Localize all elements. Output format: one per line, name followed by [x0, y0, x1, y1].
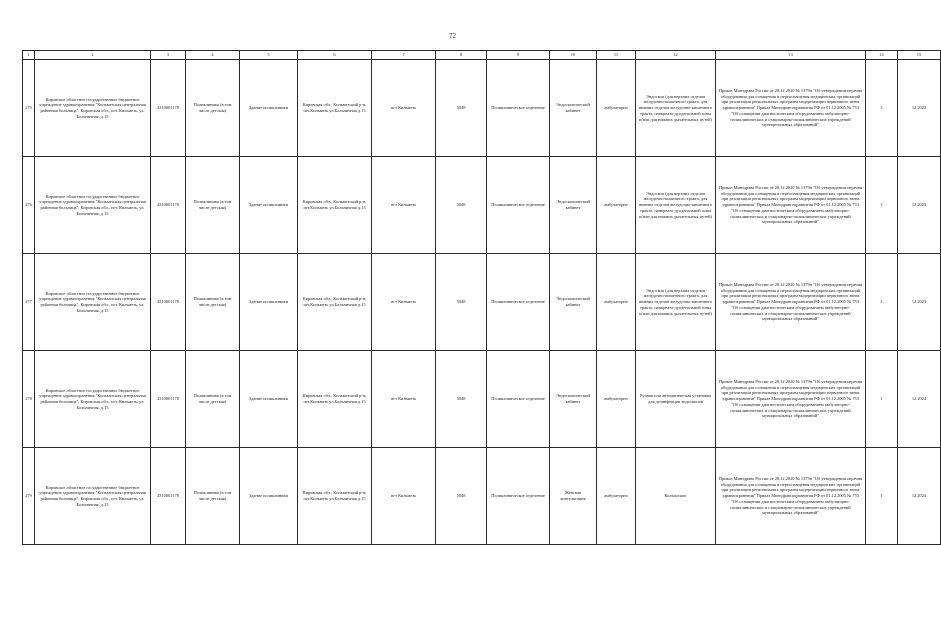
column-number-6: 6 — [298, 51, 372, 60]
column-number-13: 13 — [716, 51, 866, 60]
equipment-name: Ручная или автоматическая установка для дезинфекции эндоскопов — [636, 351, 716, 448]
column-number-2: 2 — [35, 51, 151, 60]
column-number-5: 5 — [240, 51, 298, 60]
department: Поликлиническое отделение — [487, 254, 550, 351]
building-name: Здание поликлиники — [240, 60, 298, 157]
legal-basis: Приказ Минздрава России от 28.12.2020 № 1379н "Об утверждении перечня оборудования для оснащения и переоснащения медицинских организаций при реализации региональных программ модернизации первичного звена здравоохранения" Приказ Минздравсоцразвития РФ от 01.12.2005 № 753 "Об оснащении диагностическим оборудованием амбулаторно-поликлинических и стационарно-поликлинических учреждений муниципальных образований" — [716, 157, 866, 254]
care-type: амбулаторно — [597, 351, 636, 448]
care-type: амбулаторно — [597, 448, 636, 545]
table-header — [23, 51, 941, 60]
settlement: пгт Кильмезь — [372, 60, 436, 157]
settlement: пгт Кильмезь — [372, 351, 436, 448]
unit-name: Поликлиника (в том числе детская) — [186, 351, 240, 448]
settlement-code: 5048 — [436, 448, 487, 545]
column-number-12: 12 — [636, 51, 716, 60]
organization-name: Кировское областное государственное бюджетное учреждение здравоохранения "Кильмезская центральная районная больница", Кировская обл., пгт. Кильмезь, ул. Больничная, д.15 — [35, 60, 151, 157]
header-row — [23, 51, 941, 60]
inn-code: 4310001178 — [151, 254, 186, 351]
column-number-8: 8 — [436, 51, 487, 60]
table-row — [23, 60, 941, 157]
table-row — [23, 254, 941, 351]
row-number: 278 — [23, 351, 35, 448]
inn-code: 4310001178 — [151, 60, 186, 157]
quantity: 1 — [866, 254, 898, 351]
organization-name: Кировское областное государственное бюджетное учреждение здравоохранения "Кильмезская центральная районная больница", Кировская обл., пгт. Кильмезь, ул. Больничная, д.15 — [35, 351, 151, 448]
quantity: 1 — [866, 157, 898, 254]
organization-name: Кировское областное государственное бюджетное учреждение здравоохранения "Кильмезская центральная районная больница", Кировская обл., пгт. Кильмезь, ул. Больничная, д.15 — [35, 448, 151, 545]
care-type: амбулаторно — [597, 254, 636, 351]
address: Кировская обл., Кильмезский р-н, пгт.Кильмезь ул.Больничная д.15 — [298, 351, 372, 448]
column-number-14: 14 — [866, 51, 898, 60]
cabinet: Эндоскопический кабинет — [550, 157, 597, 254]
row-number: 277 — [23, 254, 35, 351]
row-number: 276 — [23, 157, 35, 254]
unit-name: Поликлиника (в том числе детская) — [186, 448, 240, 545]
legal-basis: Приказ Минздрава России от 28.12.2020 № 1379н "Об утверждении перечня оборудования для оснащения и переоснащения медицинских организаций при реализации региональных программ модернизации первичного звена здравоохранения" Приказ Минздравсоцразвития РФ от 01.12.2005 № 753 "Об оснащении диагностическим оборудованием амбулаторно-поликлинических и стационарно-поликлинических учреждений муниципальных образований" — [716, 254, 866, 351]
address: Кировская обл., Кильмезский р-н, пгт.Кильмезь ул.Больничная д.15 — [298, 60, 372, 157]
column-number-10: 10 — [550, 51, 597, 60]
address: Кировская обл., Кильмезский р-н, пгт.Кильмезь ул.Больничная д.15 — [298, 254, 372, 351]
due-date: 12.2023 — [898, 254, 941, 351]
inn-code: 4310001178 — [151, 157, 186, 254]
column-number-9: 9 — [487, 51, 550, 60]
building-name: Здание поликлиники — [240, 254, 298, 351]
settlement: пгт Кильмезь — [372, 254, 436, 351]
due-date: 12.2024 — [898, 448, 941, 545]
cabinet: Эндоскопический кабинет — [550, 254, 597, 351]
equipment-name: Эндоскоп (для верхних отделов желудочно-кишечного тракта, для нижних отделов желудочно-кишечного тракта, панкреато-дуоденальной зоны и/или для нижних дыхательных путей) — [636, 157, 716, 254]
building-name: Здание поликлиники — [240, 448, 298, 545]
department: Поликлиническое отделение — [487, 60, 550, 157]
unit-name: Поликлиника (в том числе детская) — [186, 60, 240, 157]
unit-name: Поликлиника (в том числе детская) — [186, 157, 240, 254]
quantity: 1 — [866, 448, 898, 545]
page-number: 72 — [449, 32, 456, 40]
care-type: амбулаторно — [597, 60, 636, 157]
cabinet: Эндоскопический кабинет — [550, 60, 597, 157]
row-number: 279 — [23, 448, 35, 545]
table-body — [23, 60, 941, 545]
unit-name: Поликлиника (в том числе детская) — [186, 254, 240, 351]
column-number-1: 1 — [23, 51, 35, 60]
settlement-code: 5048 — [436, 60, 487, 157]
due-date: 12.2023 — [898, 60, 941, 157]
due-date: 12.2024 — [898, 351, 941, 448]
department: Поликлиническое отделение — [487, 448, 550, 545]
equipment-name: Эндоскоп (для верхних отделов желудочно-кишечного тракта, для нижних отделов желудочно-кишечного тракта, панкреато-дуоденальной зоны и/или для нижних дыхательных путей) — [636, 254, 716, 351]
row-number: 275 — [23, 60, 35, 157]
legal-basis: Приказ Минздрава России от 28.12.2020 № 1379н "Об утверждении перечня оборудования для оснащения и переоснащения медицинских организаций при реализации региональных программ модернизации первичного звена здравоохранения" Приказ Минздравсоцразвития РФ от 01.12.2005 № 753 "Об оснащении диагностическим оборудованием амбулаторно-поликлинических и стационарно-поликлинических учреждений муниципальных образований" — [716, 351, 866, 448]
equipment-name: Эндоскоп (для верхних отделов желудочно-кишечного тракта, для нижних отделов желудочно-кишечного тракта, панкреато-дуоденальной зоны и/или для нижних дыхательных путей) — [636, 60, 716, 157]
building-name: Здание поликлиники — [240, 157, 298, 254]
settlement-code: 5048 — [436, 351, 487, 448]
department: Поликлиническое отделение — [487, 351, 550, 448]
department: Поликлиническое отделение — [487, 157, 550, 254]
table-row — [23, 351, 941, 448]
legal-basis: Приказ Минздрава России от 28.12.2020 № 1379н "Об утверждении перечня оборудования для оснащения и переоснащения медицинских организаций при реализации региональных программ модернизации первичного звена здравоохранения" Приказ Минздравсоцразвития РФ от 01.12.2005 № 753 "Об оснащении диагностическим оборудованием амбулаторно-поликлинических и стационарно-поликлинических учреждений муниципальных образований" — [716, 60, 866, 157]
cabinet: Эндоскопический кабинет — [550, 351, 597, 448]
organization-name: Кировское областное государственное бюджетное учреждение здравоохранения "Кильмезская центральная районная больница", Кировская обл., пгт. Кильмезь, ул. Больничная, д.15 — [35, 254, 151, 351]
table-row — [23, 448, 941, 545]
settlement: пгт Кильмезь — [372, 157, 436, 254]
due-date: 12.2023 — [898, 157, 941, 254]
settlement-code: 5048 — [436, 254, 487, 351]
quantity: 1 — [866, 60, 898, 157]
inn-code: 4310001178 — [151, 351, 186, 448]
address: Кировская обл., Кильмезский р-н, пгт.Кильмезь ул.Больничная д.15 — [298, 448, 372, 545]
settlement-code: 5048 — [436, 157, 487, 254]
column-number-15: 15 — [898, 51, 941, 60]
inn-code: 4310001178 — [151, 448, 186, 545]
building-name: Здание поликлиники — [240, 351, 298, 448]
column-number-3: 3 — [151, 51, 186, 60]
equipment-name: Кольпоскоп — [636, 448, 716, 545]
address: Кировская обл., Кильмезский р-н, пгт.Кильмезь ул.Больничная д.15 — [298, 157, 372, 254]
cabinet: Женская консультация — [550, 448, 597, 545]
equipment-table — [22, 50, 941, 545]
column-number-11: 11 — [597, 51, 636, 60]
column-number-4: 4 — [186, 51, 240, 60]
table-row — [23, 157, 941, 254]
care-type: амбулаторно — [597, 157, 636, 254]
legal-basis: Приказ Минздрава России от 28.12.2020 № 1379н "Об утверждении перечня оборудования для оснащения и переоснащения медицинских организаций при реализации региональных программ модернизации первичного звена здравоохранения" Приказ Минздравсоцразвития РФ от 01.12.2005 № 753 "Об оснащении диагностическим оборудованием амбулаторно-поликлинических и стационарно-поликлинических учреждений муниципальных образований" — [716, 448, 866, 545]
column-number-7: 7 — [372, 51, 436, 60]
organization-name: Кировское областное государственное бюджетное учреждение здравоохранения "Кильмезская центральная районная больница", Кировская обл., пгт. Кильмезь, ул. Больничная, д.15 — [35, 157, 151, 254]
quantity: 1 — [866, 351, 898, 448]
settlement: пгт Кильмезь — [372, 448, 436, 545]
